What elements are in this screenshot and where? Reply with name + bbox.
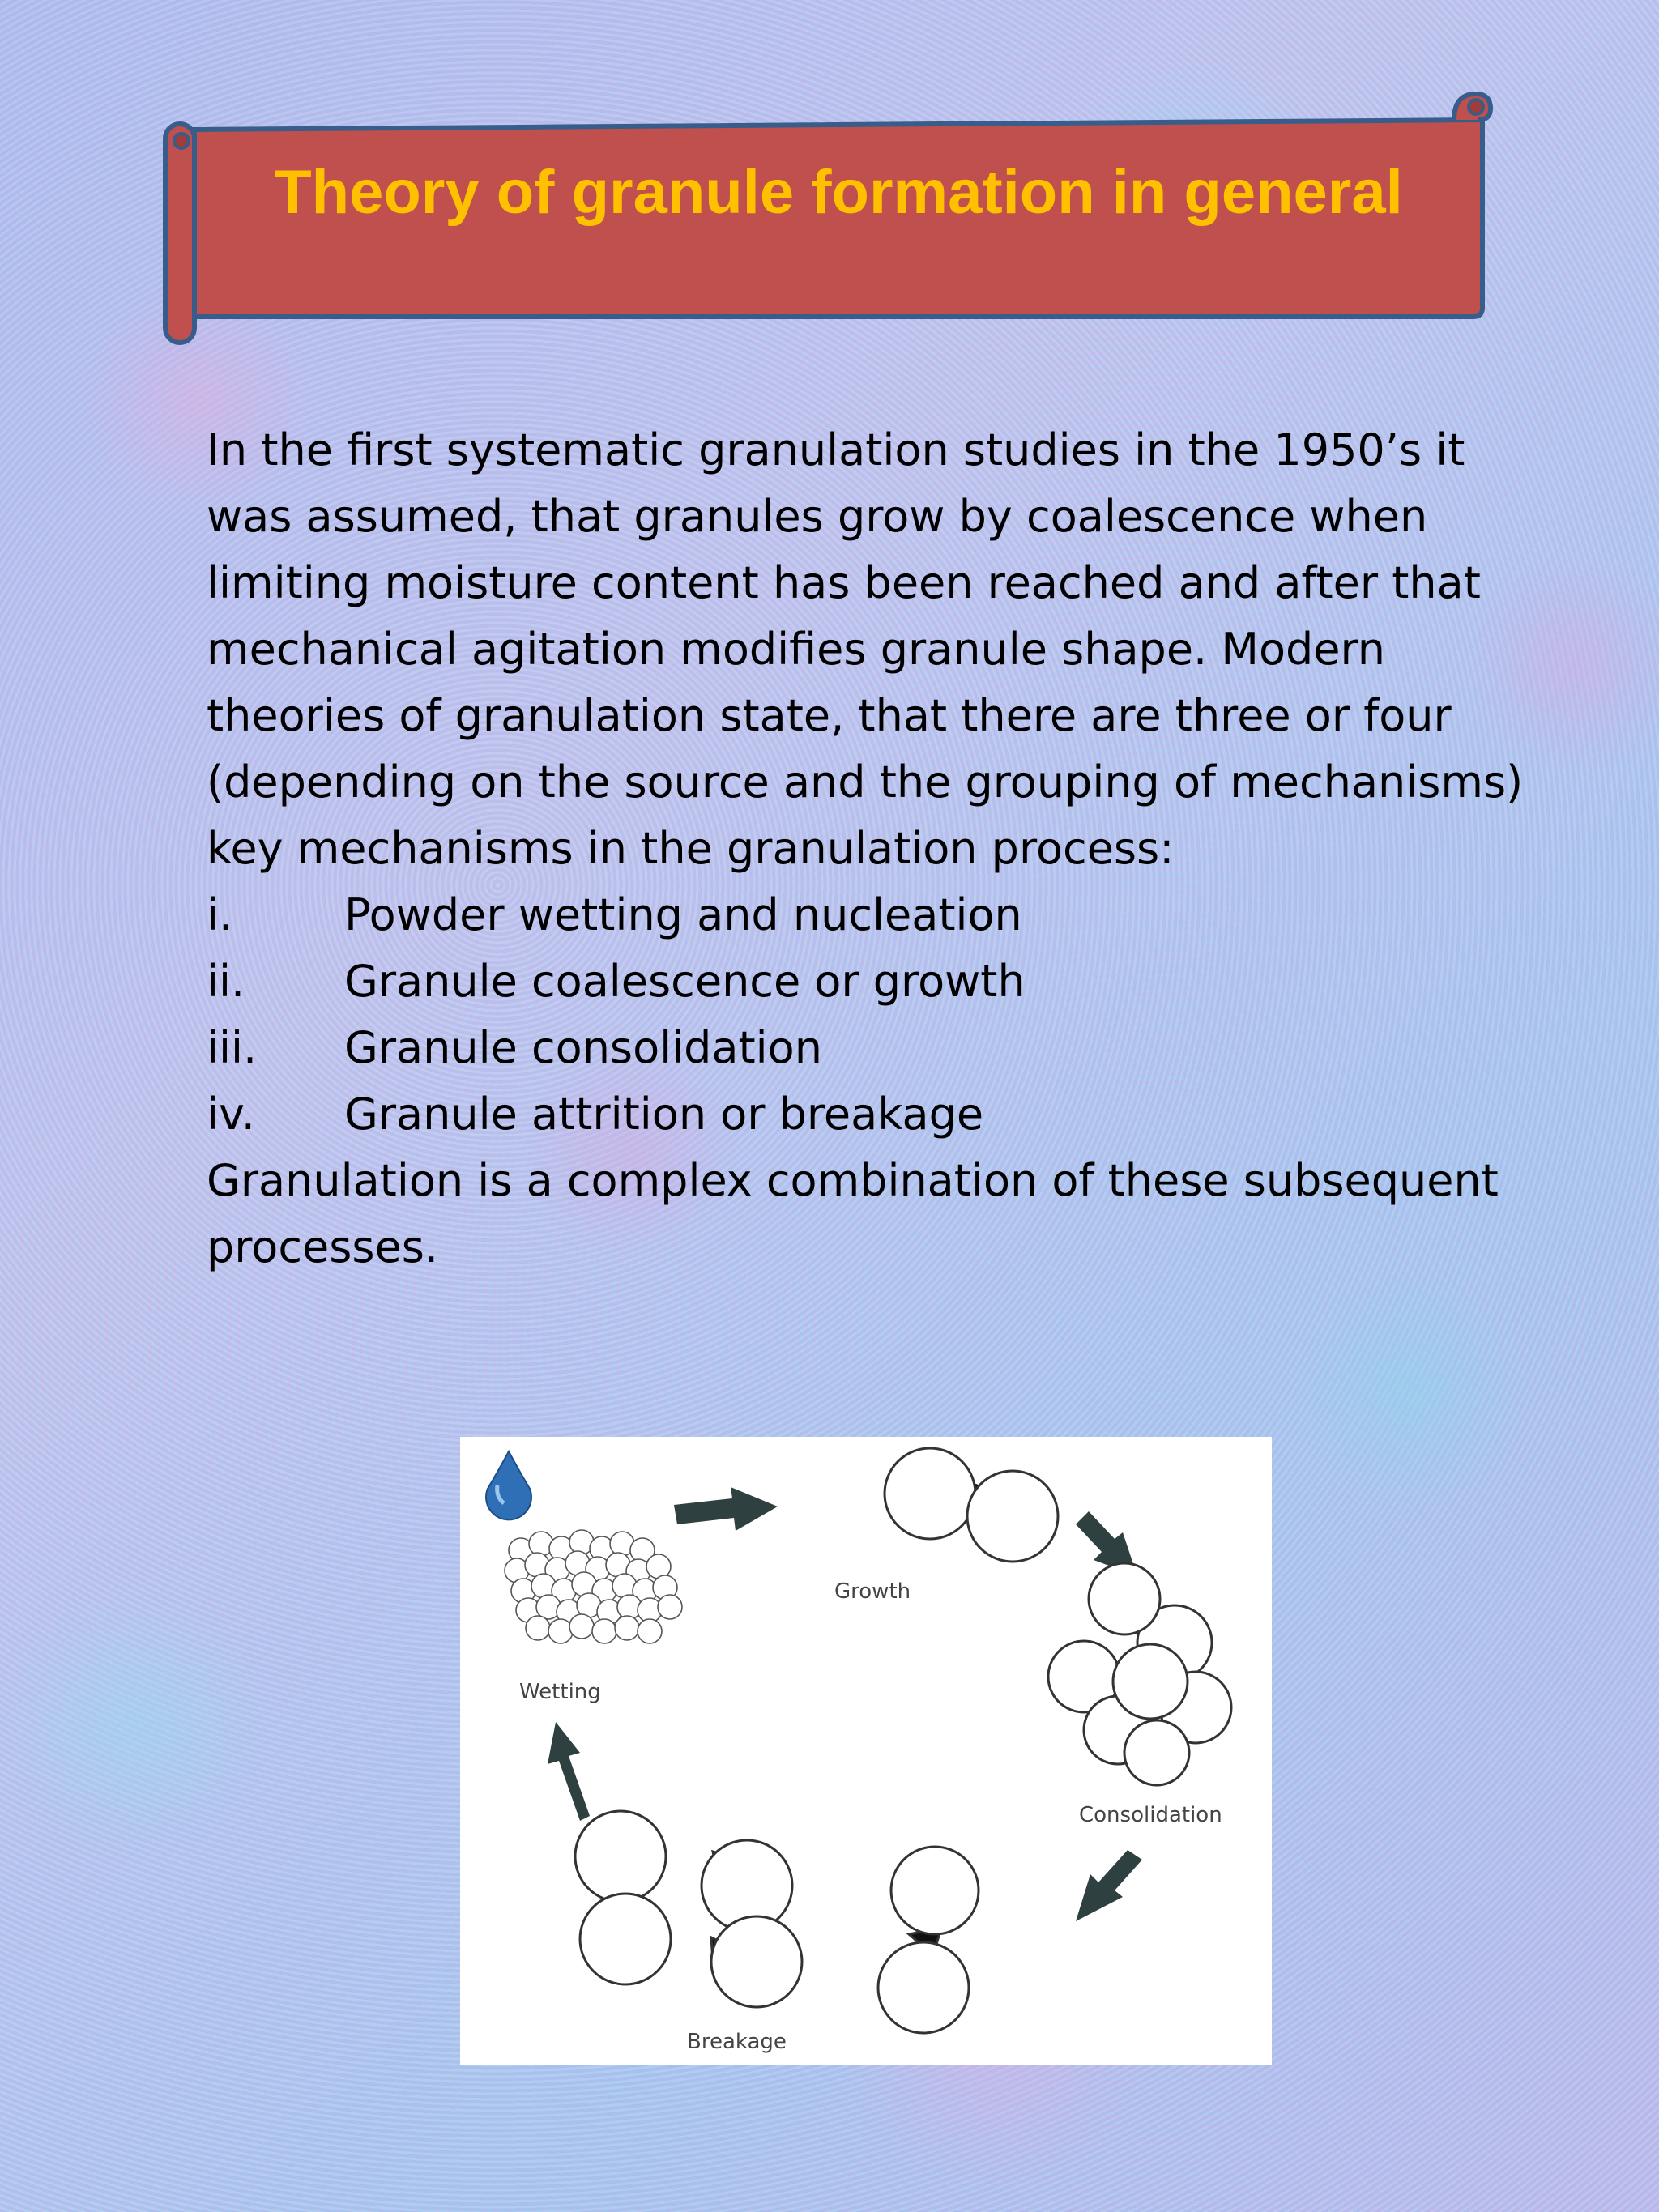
body-text xyxy=(207,417,1535,1281)
consolidation-label: Consolidation xyxy=(1079,1803,1222,1827)
list-item xyxy=(207,882,1535,948)
list-item-text: Granule consolidation xyxy=(344,1022,822,1073)
wetting-particles xyxy=(505,1530,682,1643)
growth-label: Growth xyxy=(834,1579,911,1604)
list-item-text: Granule coalescence or growth xyxy=(344,956,1026,1007)
broken-pair-granules xyxy=(878,1847,979,2033)
granulation-cycle-diagram xyxy=(460,1437,1272,2065)
diagram-drawing xyxy=(460,1437,1272,2065)
list-item-number: ii. xyxy=(207,956,245,1007)
breakage-granules xyxy=(575,1811,802,2007)
list-item xyxy=(207,1081,1535,1148)
breakage-label: Breakage xyxy=(687,2030,787,2054)
consolidation-granules xyxy=(1048,1563,1231,1785)
list-item-number: iii. xyxy=(207,1022,258,1073)
title-banner xyxy=(162,87,1499,347)
wetting-label: Wetting xyxy=(519,1680,601,1704)
list-item-text: Granule attrition or breakage xyxy=(344,1089,984,1140)
list-item-number: iv. xyxy=(207,1089,255,1140)
intro-paragraph: In the first systematic granulation studies in the 1950’s it was assumed, that granules grow by coalescence when limiting moisture content has been reached and after that mechanical agitation modifies granule shape. Modern theories of granulation state, that there are three or four (depending on the source and the grouping of mechanisms) key mechanisms in the granulation process: xyxy=(207,424,1524,874)
conclusion-paragraph: Granulation is a complex combination of these subsequent processes. xyxy=(207,1155,1499,1272)
list-item-number: i. xyxy=(207,889,233,940)
mechanism-list xyxy=(207,882,1535,1148)
list-item xyxy=(207,1015,1535,1081)
droplet-icon xyxy=(486,1451,531,1519)
list-item-text: Powder wetting and nucleation xyxy=(344,889,1022,940)
page-title: Theory of granule formation in general xyxy=(274,158,1403,227)
list-item xyxy=(207,948,1535,1015)
